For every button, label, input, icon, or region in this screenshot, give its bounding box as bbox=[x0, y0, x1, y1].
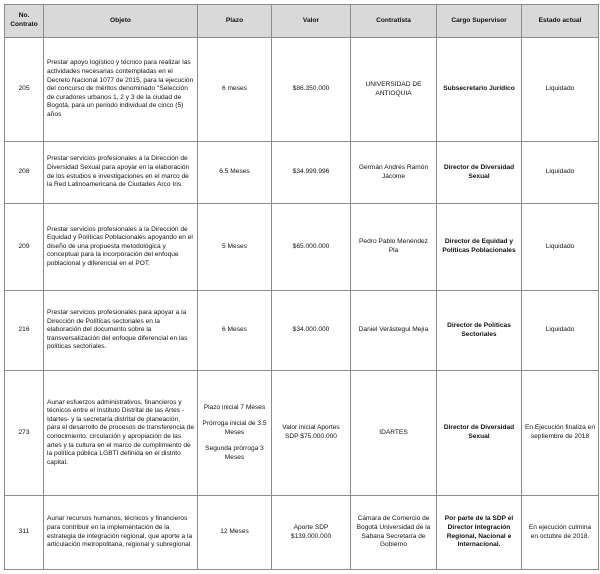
cell-objeto: Prestar servicios profesionales a la Dirección de Equidad y Políticas Poblacionales apoyando en el diseño de una propuesta metodológica y conceptual para la incorporación del enfoque poblacional y diferencial en el POT. bbox=[44, 204, 198, 291]
table-row bbox=[5, 371, 599, 496]
cell-objeto: Prestar servicios profesionales para apoyar a la Dirección de Políticas sectoriales en la elaboración del documento sobre la transversalización del enfoque diferencial en las políticas sectoriales. bbox=[44, 291, 198, 371]
cell-estado: Liquidado bbox=[522, 142, 599, 204]
table-row bbox=[5, 38, 599, 142]
header-objeto: Objeto bbox=[44, 5, 198, 38]
cell-objeto: Aunar esfuerzos administrativos, financieros y técnicos entre el Instituto Distrital de las Artes - Idartes- y la secretaría distrital de planeación, para el desarrollo de procesos de transferencia de conocimiento, circulación y apropiación de las artes y la cultura en el marco de cumplimiento de la política pública LGBTI definida en el distrito capital. bbox=[44, 371, 198, 496]
contracts-table bbox=[4, 4, 599, 570]
cell-no: 273 bbox=[5, 371, 44, 496]
cell-estado: En Ejecución finaliza en septiembre de 2018 bbox=[522, 371, 599, 496]
cell-plazo: 6.5 Meses bbox=[198, 142, 272, 204]
cell-valor: $34.999.996 bbox=[272, 142, 351, 204]
cell-plazo: 5 Meses bbox=[198, 204, 272, 291]
cell-plazo: Plazo inicial 7 Meses Prórroga inicial de 3.5 Meses Segunda prórroga 3 Meses bbox=[198, 371, 272, 496]
cell-no: 209 bbox=[5, 204, 44, 291]
cell-plazo: 6 meses bbox=[198, 38, 272, 142]
table-row bbox=[5, 291, 599, 371]
table-row bbox=[5, 496, 599, 570]
cell-contratista: Pedro Pablo Menéndez Pla bbox=[351, 204, 437, 291]
table-row bbox=[5, 142, 599, 204]
cell-contratista: Germán Andrés Ramón Jácome bbox=[351, 142, 437, 204]
cell-valor: $86.350.000 bbox=[272, 38, 351, 142]
cell-valor: Valor inicial Aportes SDP $75.000.000 bbox=[272, 371, 351, 496]
cell-cargo: Por parte de la SDP el Director Integración Regional, Nacional e Internacional. bbox=[437, 496, 522, 570]
cell-objeto: Prestar apoyo logístico y técnico para realizar las actividades necesarias contempladas en el Decreto Nacional 1077 de 2015, para la ejecución del concurso de méritos denominado "Selección de curadores urbanos 1, 2 y 3 de la ciudad de Bogotá, para un periodo individual de cinco (5) años bbox=[44, 38, 198, 142]
cell-plazo: 6 Meses bbox=[198, 291, 272, 371]
cell-no: 205 bbox=[5, 38, 44, 142]
cell-estado: Liquidado bbox=[522, 291, 599, 371]
cell-contratista: Cámara de Comercio de Bogotá Universidad de la Sabana Secretaría de Gobierno bbox=[351, 496, 437, 570]
cell-objeto: Aunar recursos humanos, técnicos y financieros para contribuir en la implementación de la estrategia de integración regional, que aporte a la articulación metropolitana, regional y subregional bbox=[44, 496, 198, 570]
cell-contratista: Daniel Verástegui Mejía bbox=[351, 291, 437, 371]
cell-cargo: Subsecretario Jurídico bbox=[437, 38, 522, 142]
cell-contratista: IDARTES bbox=[351, 371, 437, 496]
cell-valor: $34.000.000 bbox=[272, 291, 351, 371]
cell-cargo: Director de Políticas Sectoriales bbox=[437, 291, 522, 371]
header-valor: Valor bbox=[272, 5, 351, 38]
cell-estado: Liquidado bbox=[522, 204, 599, 291]
header-plazo: Plazo bbox=[198, 5, 272, 38]
cell-cargo: Director de Diversidad Sexual bbox=[437, 371, 522, 496]
cell-estado: Liquidado bbox=[522, 38, 599, 142]
header-estado-actual: Estado actual bbox=[522, 5, 599, 38]
table-row bbox=[5, 204, 599, 291]
header-no-contrato: No. Contrato bbox=[5, 5, 44, 38]
cell-plazo: 12 Meses bbox=[198, 496, 272, 570]
cell-no: 311 bbox=[5, 496, 44, 570]
cell-objeto: Prestar servicios profesionales a la Dirección de Diversidad Sexual para apoyar en la elaboración de los estudios e investigaciones en el marco de la Red Latinoamericana de Ciudades Arco Iris. bbox=[44, 142, 198, 204]
cell-valor: Aporte SDP $139.000.000 bbox=[272, 496, 351, 570]
contracts-table-wrapper bbox=[4, 4, 599, 570]
cell-no: 216 bbox=[5, 291, 44, 371]
table-header-row bbox=[5, 5, 599, 38]
header-cargo-supervisor: Cargo Supervisor bbox=[437, 5, 522, 38]
cell-contratista: UNIVERSIDAD DE ANTIOQUIA bbox=[351, 38, 437, 142]
cell-cargo: Director de Equidad y Políticas Poblacionales bbox=[437, 204, 522, 291]
header-contratista: Contratista bbox=[351, 5, 437, 38]
cell-estado: En ejecución culmina en octubre de 2018. bbox=[522, 496, 599, 570]
cell-valor: $65.000.000 bbox=[272, 204, 351, 291]
cell-cargo: Director de Diversidad Sexual bbox=[437, 142, 522, 204]
cell-no: 208 bbox=[5, 142, 44, 204]
